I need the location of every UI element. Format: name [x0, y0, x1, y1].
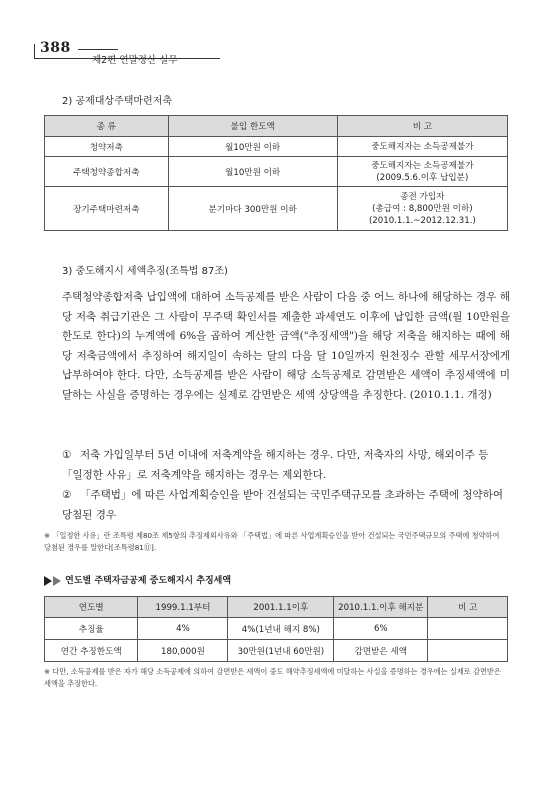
cell-value: [428, 618, 508, 640]
chapter-subtitle: 제2편 연말정산 실무: [92, 55, 178, 66]
table-row: [45, 618, 508, 640]
cell-limit: 월10만원 이하: [168, 137, 337, 157]
table-row: [45, 640, 508, 662]
cell-label: 연간 추징한도액: [45, 640, 138, 662]
cell-limit: 분기마다 300만원 이하: [168, 187, 337, 231]
table-header-row: [45, 116, 508, 137]
arrow-icon: [53, 576, 61, 586]
footnote-2: ※ 다만, 소득공제를 받은 자가 해당 소득공제에 의하여 감면받은 세액이 중도 해약추징세액에 미달하는 사실을 증명하는 경우에는 실제로 감면받은 세액을 추징한다.: [44, 667, 501, 688]
cell-type: 장기주택마련저축: [45, 187, 169, 231]
section-4-title: 연도별 주택자금공제 중도해지시 추징세액: [65, 576, 232, 586]
penalty-table: [44, 596, 508, 662]
section-3-title: 3) 중도해지시 세액추징(조특법 87조): [62, 266, 228, 277]
item-marker: ②: [62, 489, 72, 501]
footnote-1: ※ 「일정한 사유」란 조특령 제80조 제5항의 추징제외사유와 「주택법」에 따른 사업계획승인을 받아 건설되는 국민주택규모의 주택에 청약하여 당첨된 경우를 말한다[조특령81⑪].: [44, 531, 500, 552]
col-header-2001: 2001.1.1이후: [228, 597, 334, 618]
table-row: [45, 137, 508, 157]
header-bracket-decoration: [34, 44, 39, 59]
table-header-row: [45, 597, 508, 618]
col-header-note: 비 고: [428, 597, 508, 618]
list-item: [62, 446, 510, 485]
item-text: 「주택법」에 따른 사업계획승인을 받아 건설되는 국민주택규모를 초과하는 주택에 청약하여 당첨된 경우: [62, 489, 503, 521]
cell-note: 중도해지자는 소득공제불가: [337, 137, 507, 157]
page-number: 388: [40, 40, 71, 56]
cell-value: 180,000원: [138, 640, 228, 662]
col-header-year: 연도별: [45, 597, 138, 618]
cell-value: 4%(1년내 해지 8%): [228, 618, 334, 640]
list-item: [62, 486, 510, 525]
col-header-limit: 불입 한도액: [168, 116, 337, 137]
cell-type: 청약저축: [45, 137, 169, 157]
cell-value: 6%: [334, 618, 428, 640]
cell-value: 감면받은 세액: [334, 640, 428, 662]
cell-value: [428, 640, 508, 662]
header-rule: [78, 49, 118, 50]
savings-table: [44, 115, 508, 231]
cell-value: 4%: [138, 618, 228, 640]
page-header: [30, 40, 190, 68]
body-paragraph: 주택청약종합저축 납입액에 대하여 소득공제를 받은 사람이 다음 중 어느 하나에 해당하는 경우 해당 저축 취급기관은 그 사람이 무주택 확인서를 제출한 과세연도 이후에 납입한 금액(월 10만원을 한도로 한다)의 누계액에 6%을 곱하여 계산한 금액("추징세액")을 해당 저축을 해지하는 때에 해당 저축금액에서 추징하여 해지일이 속하는 달의 다음 달 10일까지 원천징수 관할 세무서장에게 납부하여야 한다. 다만, 소득공제를 받은 사람이 해당 소득공제로 감면받은 세액이 추징세액에 미달하는 사실을 증명하는 경우에는 실제로 감면받은 세액 상당액을 추징한다. (2010.1.1. 개정): [62, 291, 510, 401]
table-row: [45, 187, 508, 231]
col-header-note: 비 고: [337, 116, 507, 137]
item-text: 저축 가입일부터 5년 이내에 저축계약을 해지하는 경우. 다만, 저축자의 사망, 해외이주 등 「일정한 사유」로 저축계약을 해지하는 경우는 제외한다.: [62, 449, 489, 481]
cell-note: 중도해지자는 소득공제불가 (2009.5.6.이후 납입분): [337, 157, 507, 187]
col-header-2010: 2010.1.1.이후 해지분: [334, 597, 428, 618]
cell-type: 주택청약종합저축: [45, 157, 169, 187]
arrow-icon: [44, 576, 52, 586]
cell-note: 종전 가입자 (총급여 : 8,800만원 이하) (2010.1.1.~2012.12.31.): [337, 187, 507, 231]
col-header-1999: 1999.1.1부터: [138, 597, 228, 618]
section-4-title-row: [44, 573, 231, 586]
cell-label: 추징율: [45, 618, 138, 640]
col-header-type: 종 류: [45, 116, 169, 137]
cell-value: 30만원(1년내 60만원): [228, 640, 334, 662]
section-2-title: 2) 공제대상주택마련저축: [62, 96, 173, 107]
cell-limit: 월10만원 이하: [168, 157, 337, 187]
item-marker: ①: [62, 449, 72, 461]
table-row: [45, 157, 508, 187]
